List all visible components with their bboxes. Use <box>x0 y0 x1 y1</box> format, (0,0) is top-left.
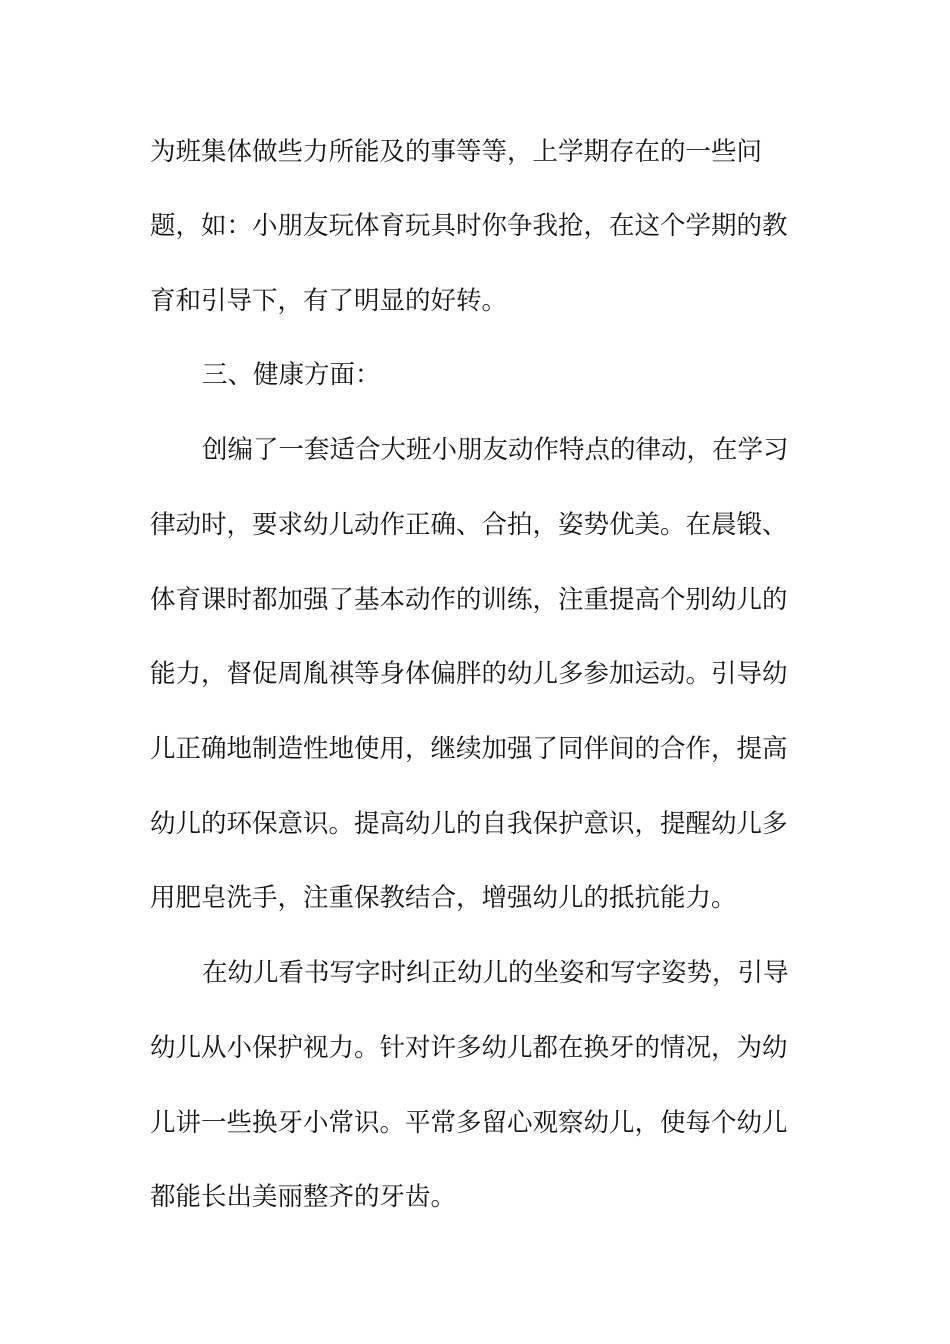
text-line: 题，如：小朋友玩体育玩具时你争我抢，在这个学期的教 <box>150 211 788 241</box>
text-line: 能力，督促周胤祺等身体偏胖的幼儿多参加运动。引导幼 <box>150 659 788 689</box>
text-line: 为班集体做些力所能及的事等等，上学期存在的一些问 <box>150 137 763 167</box>
text-line: 用肥皂洗手，注重保教结合，增强幼儿的抵抗能力。 <box>150 883 737 913</box>
text-line: 体育课时都加强了基本动作的训练，注重提高个别幼儿的 <box>150 585 788 615</box>
text-line: 创编了一套适合大班小朋友动作特点的律动，在学习 <box>202 435 789 465</box>
text-line: 幼儿的环保意识。提高幼儿的自我保护意识，提醒幼儿多 <box>150 809 788 839</box>
text-line: 儿讲一些换牙小常识。平常多留心观察幼儿，使每个幼儿 <box>150 1108 788 1138</box>
text-line: 育和引导下，有了明显的好转。 <box>150 286 508 316</box>
text-line: 儿正确地制造性地使用，继续加强了同伴间的合作，提高 <box>150 734 788 764</box>
text-line: 幼儿从小保护视力。针对许多幼儿都在换牙的情况，为幼 <box>150 1033 788 1063</box>
text-line: 律动时，要求幼儿动作正确、合拍，姿势优美。在晨锻、 <box>150 510 788 540</box>
text-line: 在幼儿看书写字时纠正幼儿的坐姿和写字姿势，引导 <box>202 958 789 988</box>
section-heading: 三、健康方面： <box>202 360 381 390</box>
text-line: 都能长出美丽整齐的牙齿。 <box>150 1182 457 1212</box>
